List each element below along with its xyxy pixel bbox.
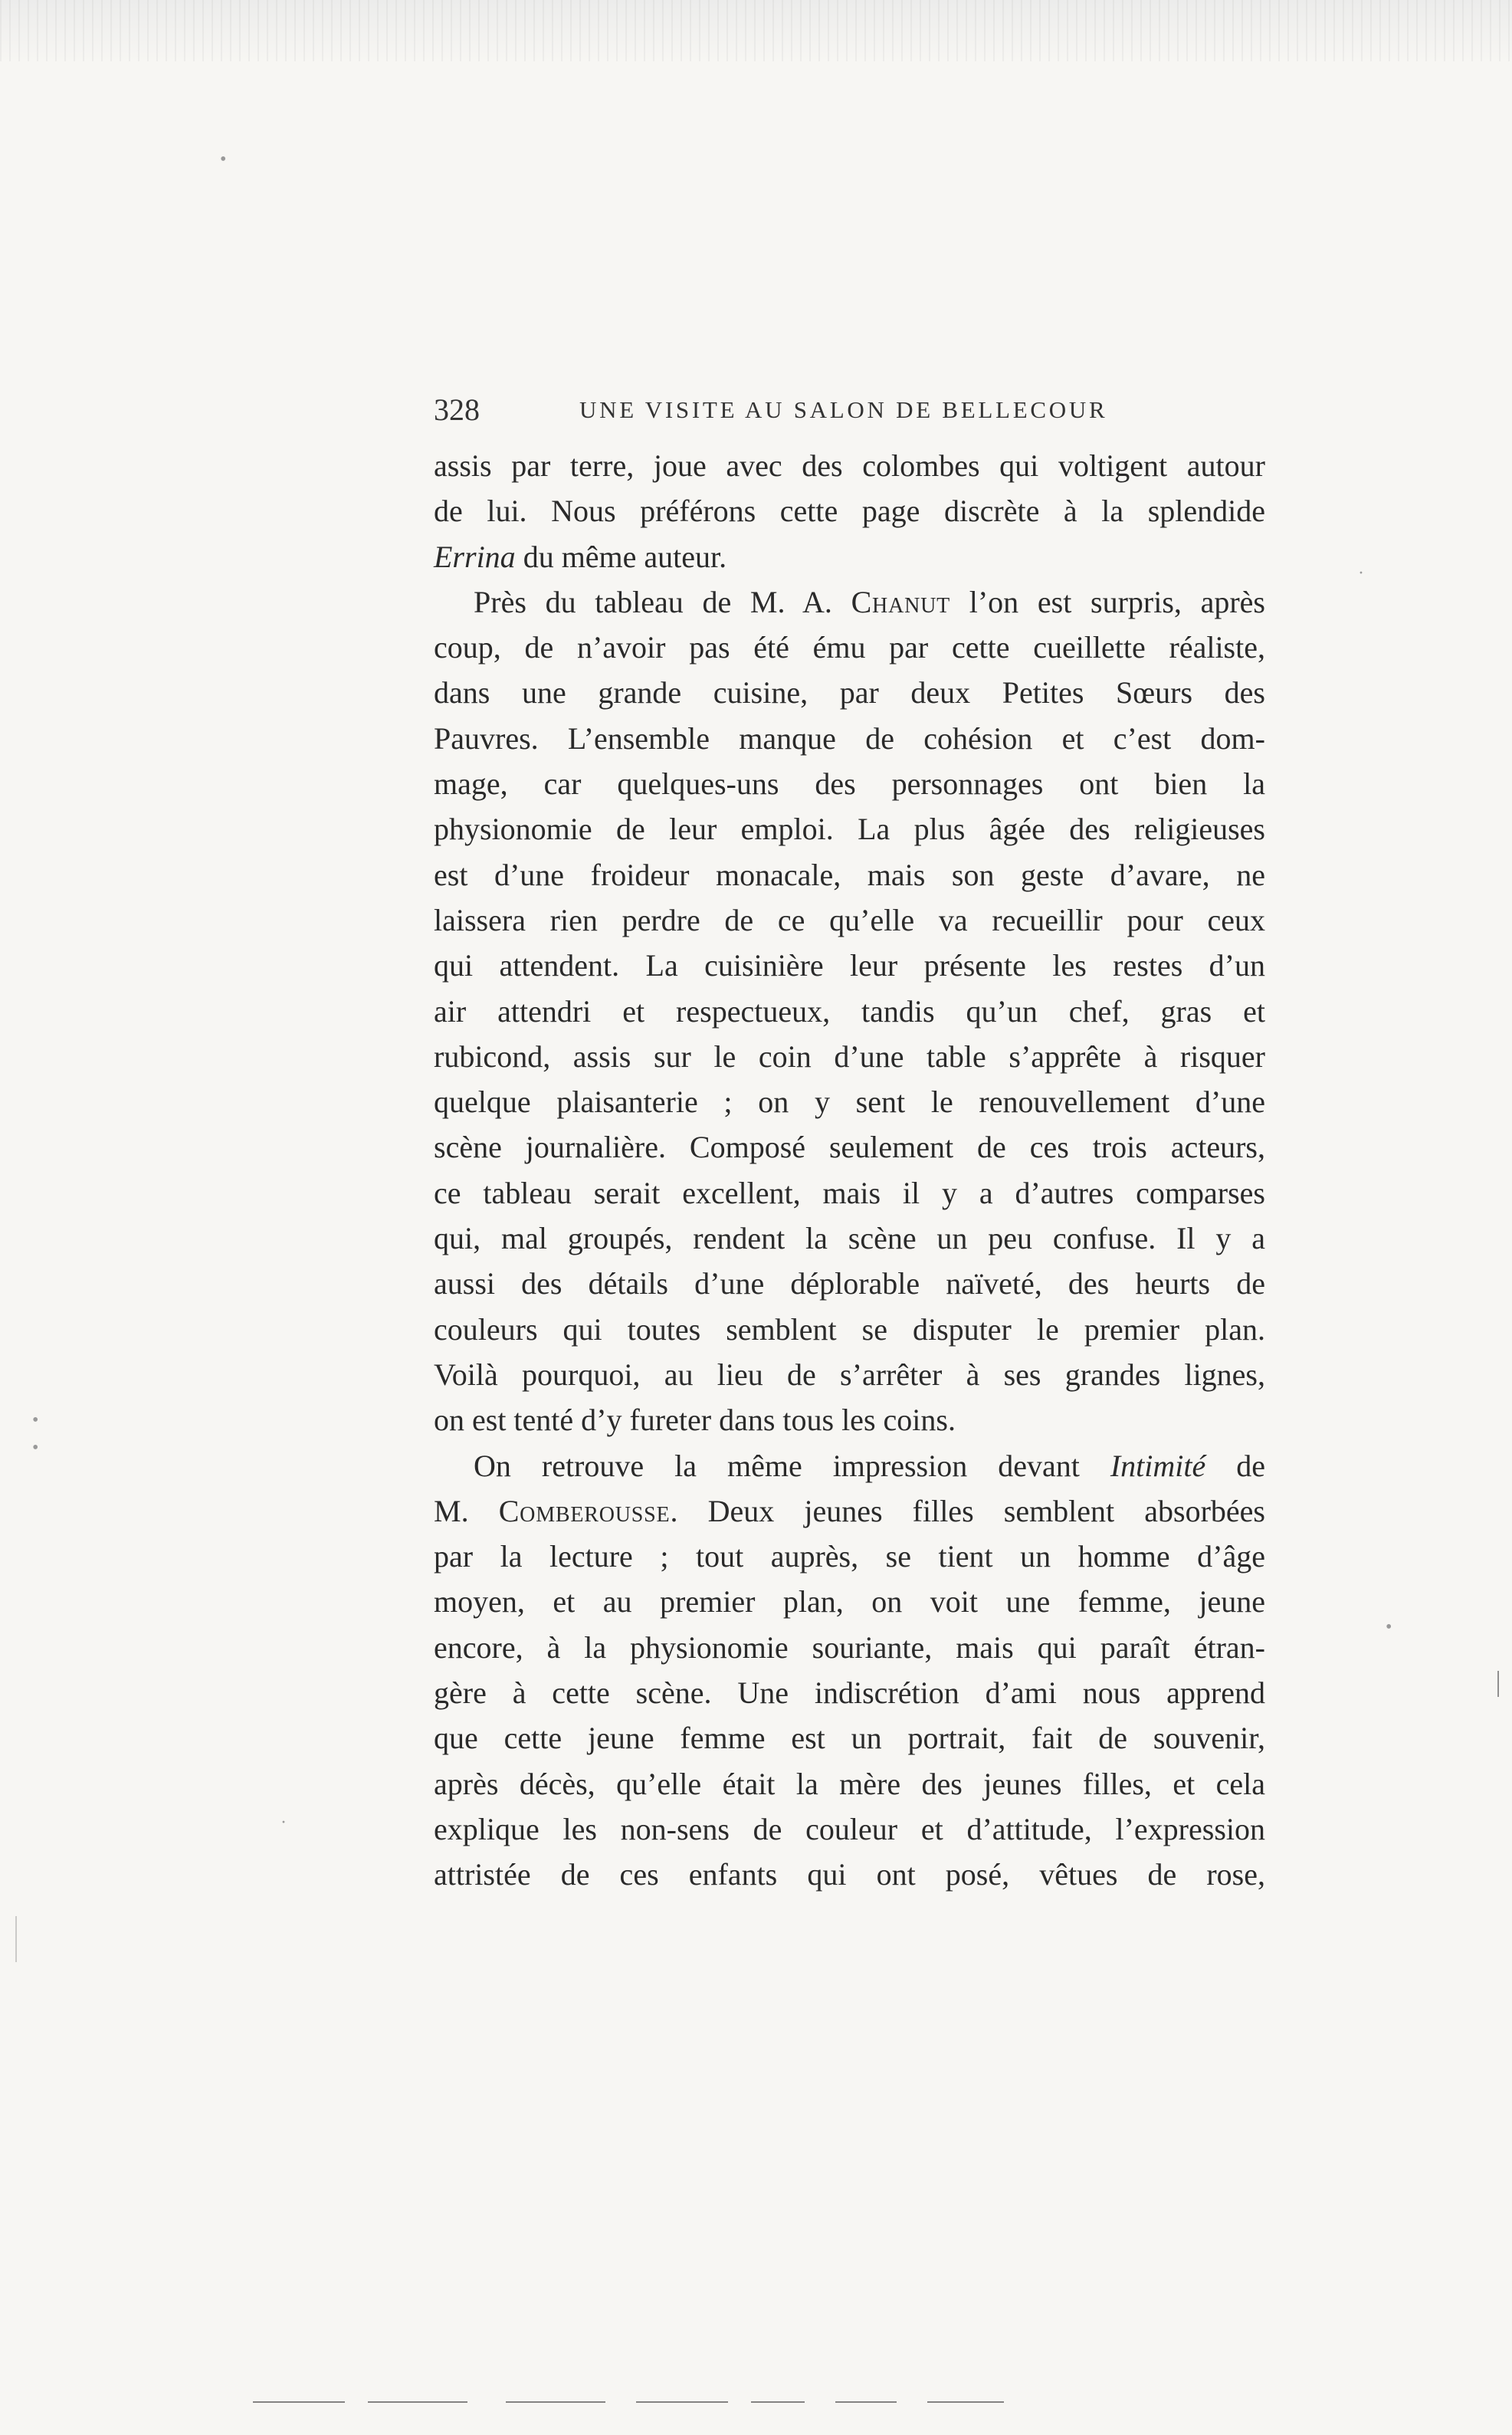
text-line: explique les non-sens de couleur et d’attitude, l’expression <box>434 1811 1265 1846</box>
scan-mark: • <box>1386 1617 1392 1637</box>
text-line: aussi des détails d’une déplorable naïveté, des heurts de <box>434 1266 1265 1301</box>
text-line: rubicond, assis sur le coin d’une table s’apprête à risquer <box>434 1039 1265 1074</box>
text-line: mage, car quelques-uns des personnages ont bien la <box>434 766 1265 802</box>
body-text <box>434 443 1265 1898</box>
text-line: qui, mal groupés, rendent la scène un peu confuse. Il y a <box>434 1221 1265 1256</box>
scan-rule <box>506 2401 605 2403</box>
text-line: encore, à la physionomie souriante, mais qui paraît étran- <box>434 1629 1265 1665</box>
text-line: Voilà pourquoi, au lieu de s’arrêter à ses grandes lignes, <box>434 1357 1265 1392</box>
text-line: couleurs qui toutes semblent se disputer le premier plan. <box>434 1311 1265 1347</box>
scan-mark: · <box>280 1813 287 1833</box>
text-line: par la lecture ; tout auprès, se tient un homme d’âge <box>434 1539 1265 1574</box>
text-line: gère à cette scène. Une indiscrétion d’ami nous apprend <box>434 1675 1265 1711</box>
scan-mark: · <box>1358 563 1364 583</box>
text-line: dans une grande cuisine, par deux Petites Sœurs des <box>434 675 1265 710</box>
text-line: après décès, qu’elle était la mère des jeunes filles, et cela <box>434 1766 1265 1801</box>
text-line: quelque plaisanterie ; on y sent le renouvellement d’une <box>434 1085 1265 1120</box>
artwork-title: Intimité <box>1110 1448 1206 1483</box>
text-line: ce tableau serait excellent, mais il y a d’autres comparses <box>434 1175 1265 1210</box>
scan-rule <box>927 2401 1004 2403</box>
running-title: UNE VISITE AU SALON DE BELLECOUR <box>579 396 1108 423</box>
scan-bottom-edge <box>253 2401 1065 2409</box>
text-line: scène journalière. Composé seulement de ces trois acteurs, <box>434 1130 1265 1165</box>
scan-edge-mark <box>15 1916 17 1962</box>
artist-name: Chanut <box>851 584 951 619</box>
text-line <box>434 534 1265 579</box>
text-line <box>434 1443 1265 1488</box>
scan-rule <box>636 2401 728 2403</box>
text-line: qui attendent. La cuisinière leur présente les restes d’un <box>434 948 1265 983</box>
text-line: est d’une froideur monacale, mais son geste d’avare, ne <box>434 857 1265 892</box>
text-line: Pauvres. L’ensemble manque de cohésion et c’est dom- <box>434 720 1265 756</box>
scan-edge-mark <box>1497 1671 1499 1697</box>
text-line: on est tenté d’y fureter dans tous les coins. <box>434 1403 956 1438</box>
scan-rule <box>751 2401 805 2403</box>
text-fragment: de <box>1205 1448 1265 1483</box>
scan-rule <box>368 2401 467 2403</box>
scan-mark: • <box>32 1410 39 1430</box>
text-line: attristée de ces enfants qui ont posé, vêtues de rose, <box>434 1857 1265 1892</box>
scan-mark: • <box>220 149 227 169</box>
artist-name: Comberousse <box>498 1493 671 1528</box>
text-line: de lui. Nous préférons cette page discrète à la splendide <box>434 494 1265 529</box>
text-line: laissera rien perdre de ce qu’elle va recueillir pour ceux <box>434 902 1265 937</box>
text-fragment: l’on est surpris, après <box>950 584 1265 619</box>
text-fragment: Près du tableau de M. A. <box>474 584 851 619</box>
page-header <box>434 387 1277 433</box>
text-line: air attendri et respectueux, tandis qu’un chef, gras et <box>434 993 1265 1029</box>
text-line: coup, de n’avoir pas été ému par cette cueillette réaliste, <box>434 630 1265 665</box>
text-line: que cette jeune femme est un portrait, fait de souvenir, <box>434 1721 1265 1756</box>
text-fragment: du même auteur. <box>515 539 727 574</box>
text-line <box>434 1488 1265 1534</box>
text-line: assis par terre, joue avec des colombes qui voltigent autour <box>434 448 1265 483</box>
text-line: physionomie de leur emploi. La plus âgée des religieuses <box>434 812 1265 847</box>
page-number: 328 <box>434 392 480 427</box>
text-fragment: . Deux jeunes filles semblent absorbées <box>670 1493 1266 1528</box>
text-fragment: M. <box>434 1493 499 1528</box>
scan-top-edge <box>0 0 1512 61</box>
artwork-title: Errina <box>434 539 516 574</box>
text-line: moyen, et au premier plan, on voit une femme, jeune <box>434 1584 1265 1620</box>
text-fragment: On retrouve la même impression devant <box>474 1448 1110 1483</box>
text-line <box>434 579 1265 625</box>
scan-rule <box>253 2401 345 2403</box>
scan-mark: • <box>32 1438 39 1458</box>
scan-rule <box>835 2401 897 2403</box>
